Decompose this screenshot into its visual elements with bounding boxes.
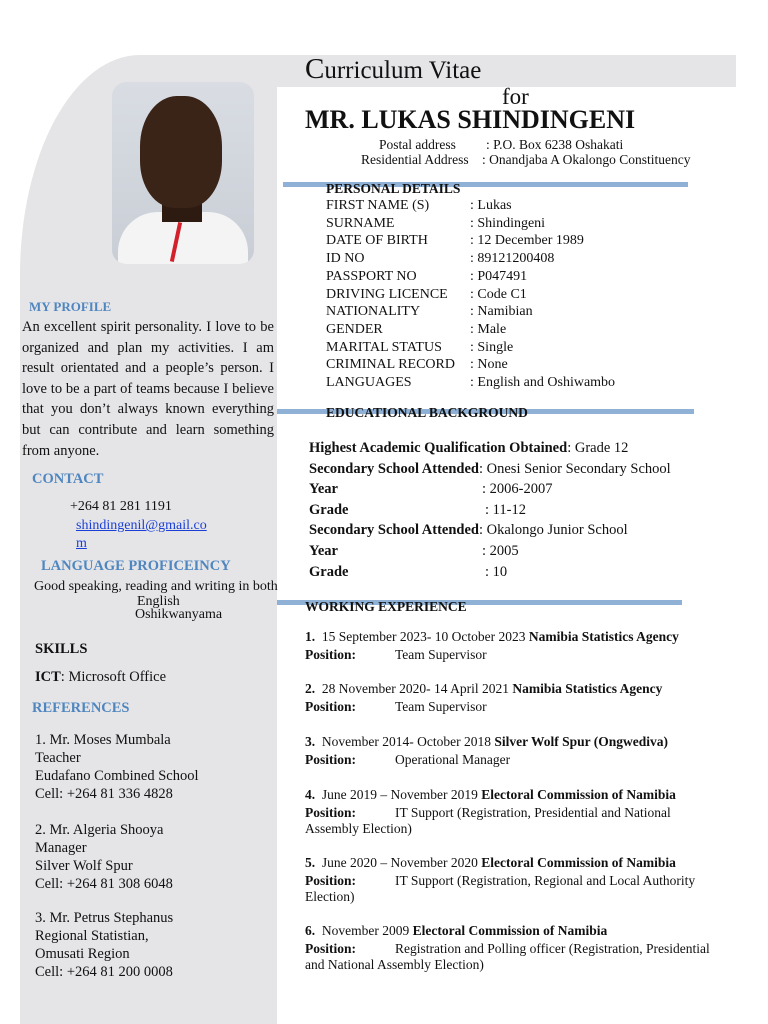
work-item-dates: June 2020 – November 2020 (321, 855, 478, 870)
document-title (305, 53, 481, 86)
personal-detail-value: : Shindingeni (470, 215, 546, 231)
profile-photo (112, 82, 254, 264)
education-row (309, 522, 628, 539)
work-item-number: 1. (305, 629, 316, 644)
work-heading: WORKING EXPERIENCE (305, 599, 467, 614)
education-value: : Onesi Senior Secondary School (479, 460, 671, 477)
education-row (309, 563, 508, 581)
contact-heading: CONTACT (32, 471, 104, 487)
email-line-1: shindingenil@gmail.co (76, 518, 207, 533)
position-label: Position: (305, 647, 357, 662)
work-item-dates: November 2009 (321, 923, 410, 938)
photo-face (140, 96, 222, 208)
personal-detail-label: MARITAL STATUS (326, 339, 442, 355)
language-text: Good speaking, reading and writing in both (34, 579, 278, 594)
work-item-organisation: Electoral Commission of Namibia (481, 787, 676, 802)
personal-detail-value: : English and Oshiwambo (470, 375, 616, 390)
education-label: Secondary School Attended (309, 522, 479, 539)
reference-line: 3. Mr. Petrus Stephanus (35, 910, 174, 926)
work-item-number: 4. (305, 787, 316, 802)
education-row (309, 501, 526, 519)
personal-detail-value: : Single (470, 339, 514, 355)
contact-phone: +264 81 281 1191 (70, 499, 172, 514)
work-item-organisation: Electoral Commission of Namibia (481, 855, 676, 870)
work-item-organisation: Namibia Statistics Agency (512, 681, 663, 696)
postal-label: Postal address (379, 137, 456, 152)
skills-value: : Microsoft Office (60, 669, 167, 685)
contact-email-link[interactable] (76, 517, 207, 553)
reference-entry (35, 909, 173, 981)
work-item (305, 734, 668, 750)
education-value: : 10 (485, 563, 508, 580)
skills-heading: SKILLS (35, 641, 88, 657)
education-value: : Okalongo Junior School (479, 522, 628, 539)
position-value: Registration and Polling officer (Registration, Presidential and National Assembly Election) (305, 941, 710, 972)
personal-detail-value: : 12 December 1989 (470, 233, 584, 249)
personal-detail-label: DATE OF BIRTH (326, 233, 428, 249)
education-row (309, 481, 553, 498)
personal-detail-value: : None (470, 357, 508, 373)
position-label: Position: (305, 805, 357, 820)
title-rest: urriculum Vitae (324, 57, 482, 84)
language-oshikwanyama: Oshikwanyama (135, 607, 223, 622)
residential-value: : Onandjaba A Okalongo Constituency (482, 152, 691, 167)
education-value: : Grade 12 (567, 440, 629, 456)
work-item-organisation: Silver Wolf Spur (Ongwediva) (494, 734, 668, 749)
work-item-dates: November 2014- October 2018 (321, 734, 491, 749)
reference-line: Cell: +264 81 336 4828 (35, 786, 173, 802)
personal-detail-label: CRIMINAL RECORD (326, 357, 455, 373)
work-item-number: 6. (305, 923, 316, 938)
position-value: Team Supervisor (395, 699, 487, 714)
work-item (305, 681, 662, 697)
work-item-number: 2. (305, 681, 316, 696)
work-item-position (305, 805, 725, 837)
education-label: Highest Academic Qualification Obtained (309, 440, 568, 456)
education-value: : 11-12 (485, 501, 526, 518)
title-initial: C (305, 53, 325, 85)
education-row (309, 461, 671, 478)
references-heading: REFERENCES (32, 700, 130, 716)
education-label: Year (309, 543, 338, 559)
personal-detail-label: LANGUAGES (326, 375, 412, 390)
residential-label: Residential Address (361, 152, 469, 167)
reference-line: Manager (35, 840, 87, 856)
work-item-position (305, 873, 725, 905)
work-item (305, 787, 676, 803)
position-label: Position: (305, 941, 357, 956)
title-for: for (502, 84, 529, 109)
language-english: English (137, 594, 180, 609)
reference-line: Teacher (35, 750, 81, 766)
education-heading: EDUCATIONAL BACKGROUND (326, 405, 528, 420)
position-value: IT Support (Registration, Presidential and National Assembly Election) (305, 805, 671, 836)
reference-line: Cell: +264 81 308 6048 (35, 876, 173, 892)
education-value: : 2006-2007 (482, 481, 553, 498)
personal-detail-label: SURNAME (326, 215, 395, 231)
reference-entry (35, 731, 199, 803)
work-item-organisation: Electoral Commission of Namibia (412, 923, 608, 938)
work-item-dates: 28 November 2020- 14 April 2021 (321, 681, 509, 696)
personal-detail-label: FIRST NAME (S) (326, 198, 430, 213)
education-value: : 2005 (482, 543, 519, 559)
work-item-dates: 15 September 2023- 10 October 2023 (321, 629, 526, 644)
position-label: Position: (305, 699, 357, 714)
email-line-2: m (76, 536, 87, 551)
work-item-position (305, 699, 725, 715)
personal-detail-value: : P047491 (470, 268, 528, 284)
work-item-position (305, 752, 725, 768)
profile-heading: MY PROFILE (29, 299, 112, 314)
personal-detail-label: ID NO (326, 251, 365, 267)
education-label: Secondary School Attended (309, 460, 479, 477)
reference-line: Silver Wolf Spur (35, 858, 133, 874)
work-item-number: 3. (305, 734, 316, 749)
reference-entry (35, 821, 173, 893)
personal-detail-value: : Namibian (470, 304, 533, 320)
reference-line: Cell: +264 81 200 0008 (35, 964, 173, 980)
candidate-name: MR. LUKAS SHINDINGENI (305, 105, 636, 134)
reference-line: 2. Mr. Algeria Shooya (35, 822, 164, 838)
education-label: Grade (309, 501, 349, 518)
position-label: Position: (305, 873, 357, 888)
work-item-dates: June 2019 – November 2019 (321, 787, 478, 802)
work-item (305, 629, 679, 645)
reference-line: Omusati Region (35, 946, 130, 962)
work-item-number: 5. (305, 855, 316, 870)
personal-details-heading: PERSONAL DETAILS (326, 181, 461, 196)
postal-value: : P.O. Box 6238 Oshakati (486, 137, 624, 152)
position-value: Team Supervisor (395, 647, 487, 662)
reference-line: Eudafano Combined School (35, 768, 199, 784)
position-label: Position: (305, 752, 357, 767)
work-item (305, 855, 676, 871)
work-item-organisation: Namibia Statistics Agency (528, 629, 679, 644)
education-label: Year (309, 481, 338, 498)
personal-detail-label: GENDER (326, 321, 383, 337)
work-item-position (305, 647, 725, 663)
profile-text: An excellent spirit personality. I love to be organized and plan my activities. I am result orientated and a people’s person. I love to be a part of teams because I believe that you don’t always known everything but can contribute and learn something from anyone. (22, 319, 274, 459)
reference-line: 1. Mr. Moses Mumbala (35, 732, 171, 748)
personal-detail-value: : Code C1 (470, 286, 527, 302)
personal-detail-label: PASSPORT NO (326, 268, 417, 284)
skills-line (35, 669, 166, 686)
position-value: Operational Manager (395, 752, 511, 767)
personal-detail-label: DRIVING LICENCE (326, 286, 448, 302)
education-label: Grade (309, 563, 349, 580)
position-value: IT Support (Registration, Regional and Local Authority Election) (305, 873, 696, 904)
education-row (309, 440, 628, 457)
skills-label: ICT (35, 669, 61, 685)
personal-detail-value: : 89121200408 (470, 251, 555, 267)
education-row (309, 543, 519, 560)
personal-detail-value: : Male (470, 321, 507, 337)
work-item (305, 923, 607, 939)
work-item-position (305, 941, 725, 973)
reference-line: Regional Statistian, (35, 928, 149, 944)
personal-detail-value: : Lukas (470, 198, 512, 213)
personal-detail-label: NATIONALITY (326, 304, 421, 320)
language-heading: LANGUAGE PROFICEINCY (41, 558, 231, 574)
